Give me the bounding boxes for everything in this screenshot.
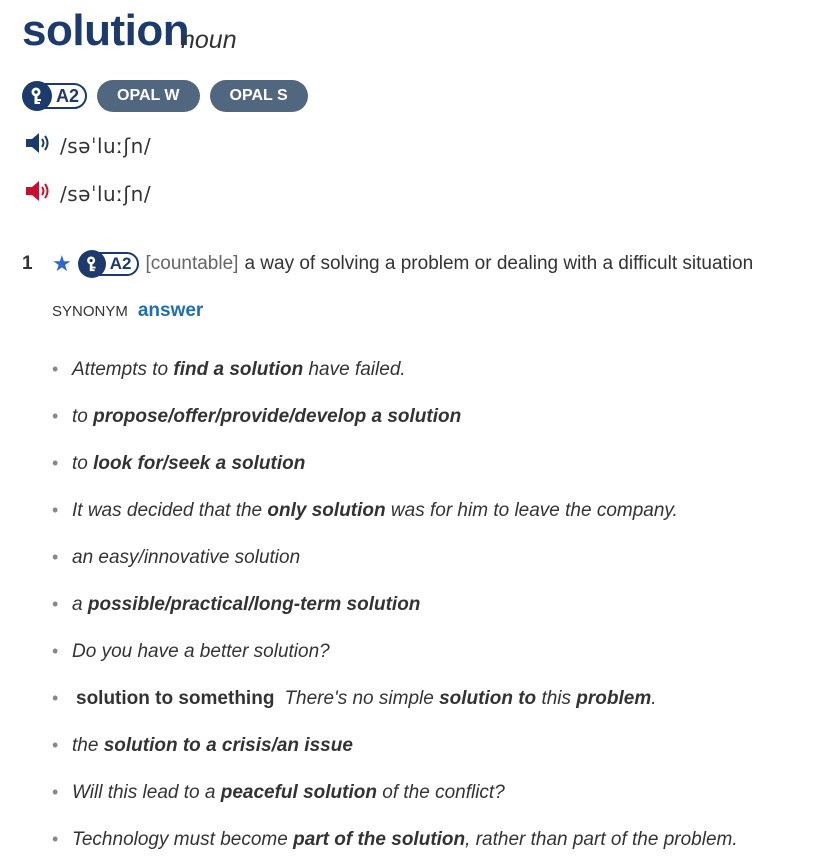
sense-number: 1 [22,253,33,274]
bullet-icon: • [52,782,59,802]
example-text: of the conflict? [376,781,505,803]
example-item [52,440,738,487]
example-text: Technology must become [72,828,294,850]
opal-w-badge[interactable]: OPAL W [97,80,200,112]
example-text: , rather than part of the problem. [465,828,738,850]
speaker-icon-british[interactable] [24,130,54,162]
part-of-speech: noun [181,26,237,54]
synonym-label: SYNONYM [52,303,128,320]
example-sentence [72,359,406,381]
example-highlight: only solution [267,499,386,521]
example-text: Will this lead to a [72,781,221,803]
example-highlight: part of the solution [293,828,466,850]
bullet-icon: • [52,453,59,473]
example-sentence [72,453,305,475]
bullet-icon: • [52,359,59,379]
example-sentence [72,406,461,428]
example-highlight: look for/seek a solution [93,452,306,474]
bullet-icon: • [52,594,59,614]
oxford-key-icon [22,81,52,111]
badge-row [22,80,308,112]
cefr-level: A2 [44,83,87,109]
example-sentence [72,594,420,616]
example-text: to [72,452,94,474]
bullet-icon: • [52,641,59,661]
examples-list [52,346,738,863]
example-item [52,628,738,675]
ipa-british: /səˈluːʃn/ [60,134,152,158]
example-text: a [72,593,88,615]
example-sentence [72,641,330,663]
collocation: solution to something [76,687,275,709]
example-text: Attempts to [72,358,174,380]
example-item [52,675,738,722]
example-highlight: problem [576,687,652,709]
example-item [52,487,738,534]
synonym-link[interactable]: answer [137,300,204,321]
speaker-icon-american[interactable] [24,178,54,210]
pronunciation-american [24,178,151,210]
example-sentence [284,688,656,710]
bullet-icon: • [52,735,59,755]
example-text: have failed. [303,358,406,380]
example-text: to [72,405,94,427]
example-highlight: find a solution [173,358,304,380]
example-text: It was decided that the [72,499,268,521]
definition: a way of solving a problem or dealing with a difficult situation [244,253,754,274]
example-highlight: solution to [439,687,537,709]
oxford-key-icon [78,250,106,278]
example-highlight: solution to a crisis/an issue [103,734,353,756]
example-sentence [72,500,678,522]
star-icon: ★ [52,251,72,276]
bullet-icon: • [52,547,59,567]
synonym-row [52,300,203,322]
headword: solution [22,6,190,55]
example-item [52,722,738,769]
sense-cefr-badge[interactable] [78,250,140,278]
bullet-icon: • [52,688,59,708]
bullet-icon: • [52,500,59,520]
example-text: Do you have a better solution? [72,640,330,662]
example-item [52,534,738,581]
example-item [52,769,738,816]
example-highlight: peaceful solution [220,781,377,803]
example-text: There's no simple [284,687,440,709]
example-sentence [72,547,300,569]
example-text: . [651,687,657,709]
grammar-label: [countable] [145,253,239,274]
ipa-american: /səˈluːʃn/ [60,182,152,206]
example-item [52,581,738,628]
sense-cefr-level: A2 [98,252,140,276]
example-text: the [72,734,104,756]
bullet-icon: • [52,406,59,426]
cefr-badge[interactable] [22,81,87,111]
example-item [52,393,738,440]
example-text: was for him to leave the company. [385,499,678,521]
example-sentence [72,782,505,804]
sense-1 [22,250,753,278]
example-text: this [536,687,577,709]
example-sentence [72,735,353,757]
example-highlight: possible/practical/long-term solution [87,593,421,615]
example-item [52,346,738,393]
opal-s-badge[interactable]: OPAL S [210,80,308,112]
example-item [52,816,738,863]
bullet-icon: • [52,829,59,849]
pronunciation-british [24,130,151,162]
example-sentence [72,829,738,851]
example-highlight: propose/offer/provide/develop a solution [93,405,462,427]
example-text: an easy/innovative solution [72,546,301,568]
